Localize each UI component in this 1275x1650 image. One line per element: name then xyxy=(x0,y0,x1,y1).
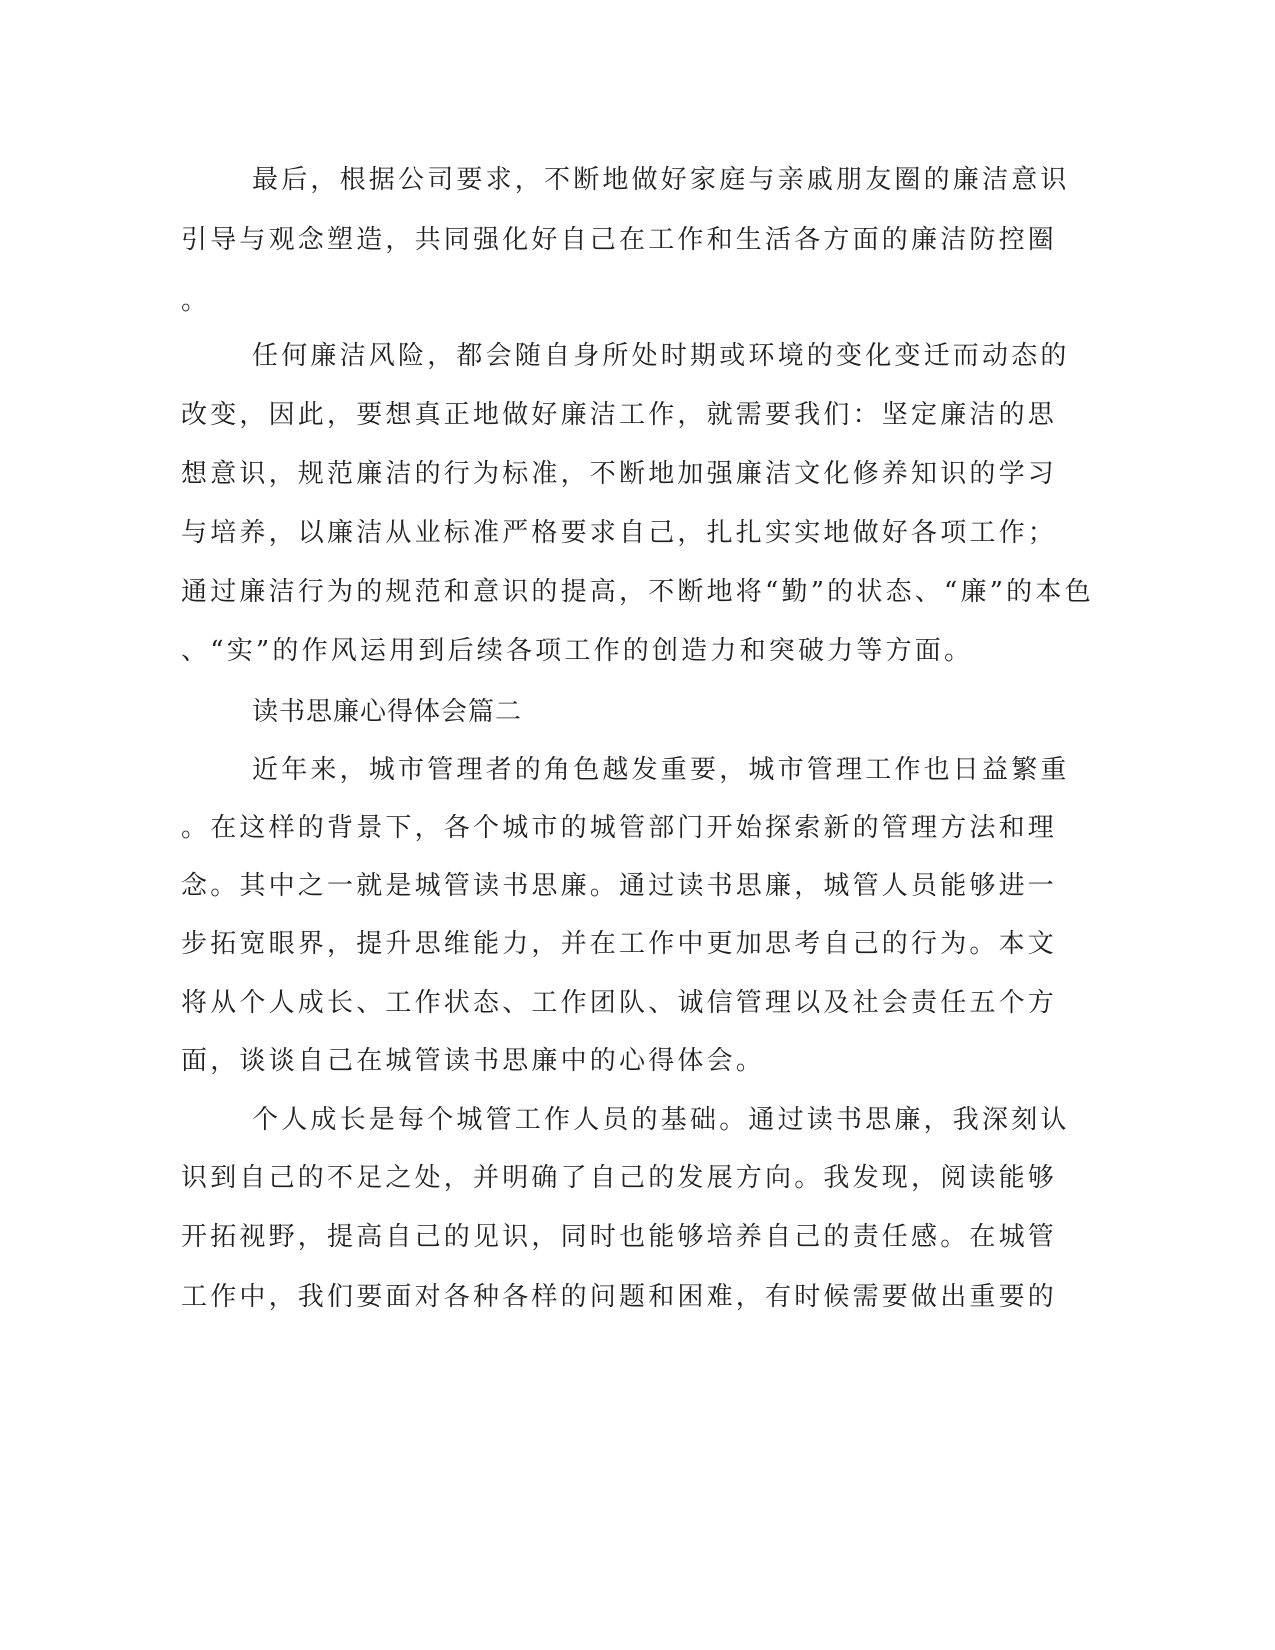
paragraph-4-line-4: 工作中，我们要面对各种各样的问题和困难，有时候需要做出重要的 xyxy=(181,1282,1058,1312)
paragraph-3-line-1: 近年来，城市管理者的角色越发重要，城市管理工作也日益繁重 xyxy=(252,755,1070,785)
paragraph-3-line-5: 将从个人成长、工作状态、工作团队、诚信管理以及社会责任五个方 xyxy=(181,988,1058,1018)
paragraph-2-line-5: 通过廉洁行为的规范和意识的提高，不断地将“勤”的状态、“廉”的本色 xyxy=(181,577,1094,607)
paragraph-2-line-6: 、“实”的作风运用到后续各项工作的创造力和突破力等方面。 xyxy=(181,636,974,666)
section-heading: 读书思廉心得体会篇二 xyxy=(252,697,523,727)
paragraph-3-line-4: 步拓宽眼界，提升思维能力，并在工作中更加思考自己的行为。本文 xyxy=(181,929,1058,959)
paragraph-4-line-1: 个人成长是每个城管工作人员的基础。通过读书思廉，我深刻认 xyxy=(252,1105,1070,1135)
paragraph-2-line-4: 与培养，以廉洁从业标准严格要求自己，扎扎实实地做好各项工作； xyxy=(181,518,1058,548)
paragraph-2-line-2: 改变，因此，要想真正地做好廉洁工作，就需要我们：坚定廉洁的思 xyxy=(181,400,1058,430)
paragraph-3-line-3: 念。其中之一就是城管读书思廉。通过读书思廉，城管人员能够进一 xyxy=(181,871,1058,901)
paragraph-2-line-3: 想意识，规范廉洁的行为标准，不断地加强廉洁文化修养知识的学习 xyxy=(181,459,1058,489)
paragraph-4-line-2: 识到自己的不足之处，并明确了自己的发展方向。我发现，阅读能够 xyxy=(181,1163,1058,1193)
paragraph-4-line-3: 开拓视野，提高自己的见识，同时也能够培养自己的责任感。在城管 xyxy=(181,1222,1058,1252)
paragraph-1-line-3: 。 xyxy=(181,286,211,316)
paragraph-1-line-1: 最后，根据公司要求，不断地做好家庭与亲戚朋友圈的廉洁意识 xyxy=(252,165,1070,195)
paragraph-3-line-6: 面，谈谈自己在城管读书思廉中的心得体会。 xyxy=(181,1046,766,1076)
paragraph-1-line-2: 引导与观念塑造，共同强化好自己在工作和生活各方面的廉洁防控圈 xyxy=(181,225,1058,255)
paragraph-2-line-1: 任何廉洁风险，都会随自身所处时期或环境的变化变迁而动态的 xyxy=(252,341,1070,371)
paragraph-3-line-2: 。在这样的背景下，各个城市的城管部门开始探索新的管理方法和理 xyxy=(181,813,1058,843)
